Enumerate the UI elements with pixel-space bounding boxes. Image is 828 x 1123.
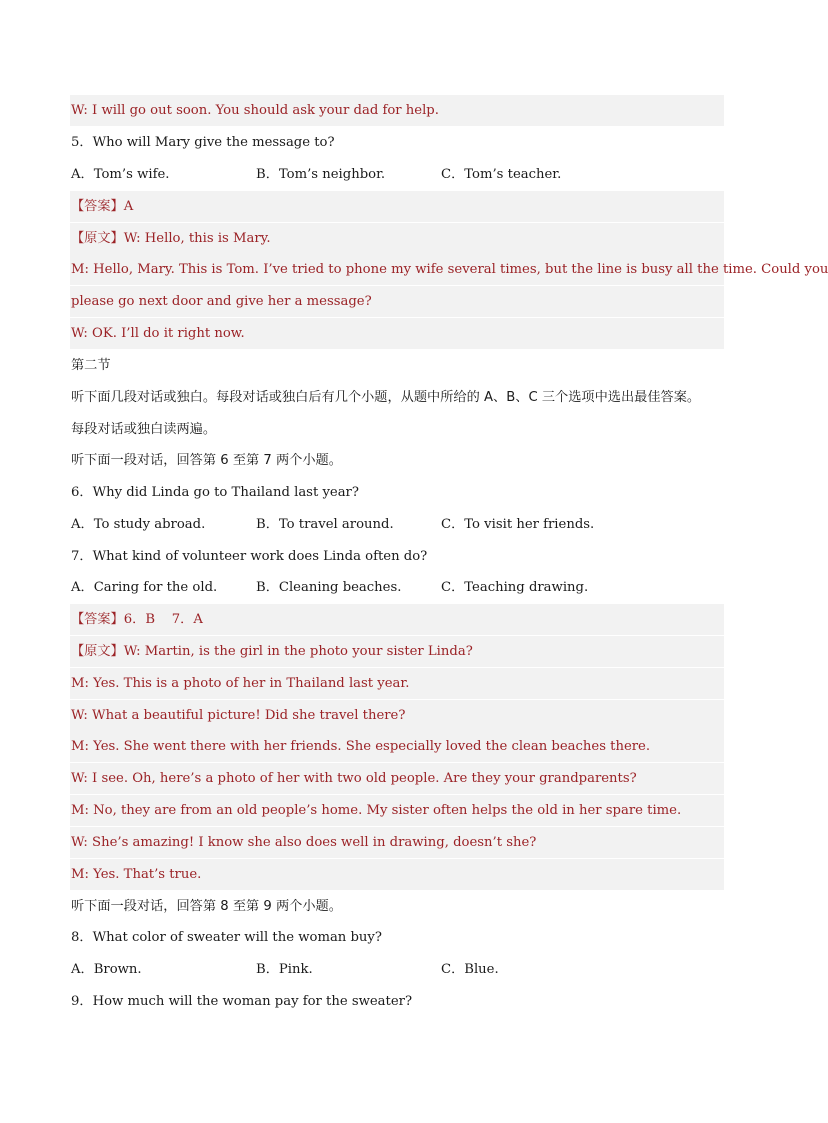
question-5: 5．Who will Mary give the message to? bbox=[71, 135, 335, 150]
dialogue-line: W: What a beautiful picture! Did she travel there? bbox=[70, 700, 724, 731]
section-heading: 第二节 bbox=[71, 358, 111, 373]
option-a: A．To study abroad. bbox=[71, 517, 206, 532]
dialogue-line: please go next door and give her a message? bbox=[70, 286, 724, 317]
option-b: B．Cleaning beaches. bbox=[256, 580, 402, 595]
answer-tag: 【答案】 bbox=[71, 612, 124, 627]
instruction: 每段对话或独白读两遍。 bbox=[71, 422, 217, 437]
options-7 bbox=[70, 572, 724, 603]
dialogue-line: M: Hello, Mary. This is Tom. I’ve tried to phone my wife several times, but the line is busy all the time. Could you bbox=[70, 254, 724, 285]
dialogue-line: W: I see. Oh, here’s a photo of her with two old people. Are they your grandparents? bbox=[70, 763, 724, 794]
option-a: A．Brown. bbox=[71, 962, 142, 977]
question-7: 7．What kind of volunteer work does Linda often do? bbox=[71, 549, 428, 564]
transcript-tag: 【原文】 bbox=[71, 644, 124, 659]
option-b: B．To travel around. bbox=[256, 517, 394, 532]
answer-value: A bbox=[123, 199, 134, 214]
question-6: 6．Why did Linda go to Thailand last year? bbox=[71, 485, 359, 500]
dialogue-line: W: I will go out soon. You should ask your dad for help. bbox=[70, 95, 724, 126]
question-9: 9．How much will the woman pay for the sweater? bbox=[71, 994, 413, 1009]
option-c: C．Blue. bbox=[441, 962, 499, 977]
instruction: 听下面一段对话，回答第 6 至第 7 两个小题。 bbox=[71, 453, 342, 468]
dialogue-line: W: OK. I’ll do it right now. bbox=[70, 318, 724, 349]
transcript-text: W: Martin, is the girl in the photo your sister Linda? bbox=[123, 644, 473, 659]
dialogue-line: M: Yes. She went there with her friends. She especially loved the clean beaches there. bbox=[70, 731, 724, 762]
options-8 bbox=[70, 954, 724, 985]
option-c: C．To visit her friends. bbox=[441, 517, 595, 532]
answer-tag: 【答案】 bbox=[71, 199, 124, 214]
answer-value: 6．B 7．A bbox=[123, 612, 203, 627]
transcript-line bbox=[70, 223, 724, 254]
instruction: 听下面一段对话，回答第 8 至第 9 两个小题。 bbox=[71, 899, 342, 914]
option-b: B．Pink. bbox=[256, 962, 313, 977]
transcript-line bbox=[70, 636, 724, 667]
option-a: A．Caring for the old. bbox=[71, 580, 218, 595]
dialogue-line: M: Yes. This is a photo of her in Thailand last year. bbox=[70, 668, 724, 699]
option-b: B．Tom’s neighbor. bbox=[256, 167, 386, 182]
option-a: A．Tom’s wife. bbox=[71, 167, 170, 182]
options-6 bbox=[70, 509, 724, 540]
transcript-text: W: Hello, this is Mary. bbox=[123, 231, 271, 246]
dialogue-line: W: She’s amazing! I know she also does well in drawing, doesn’t she? bbox=[70, 827, 724, 858]
question-8: 8．What color of sweater will the woman buy? bbox=[71, 930, 382, 945]
transcript-tag: 【原文】 bbox=[71, 231, 124, 246]
answer-line bbox=[70, 191, 724, 222]
option-c: C．Teaching drawing. bbox=[441, 580, 589, 595]
instruction: 听下面几段对话或独白。每段对话或独白后有几个小题，从题中所给的 A、B、C 三个选项中选出最佳答案。 bbox=[71, 390, 701, 405]
answer-line bbox=[70, 604, 724, 635]
dialogue-line: M: No, they are from an old people’s home. My sister often helps the old in her spare time. bbox=[70, 795, 724, 826]
options-5 bbox=[70, 159, 724, 190]
dialogue-line: M: Yes. That’s true. bbox=[70, 859, 724, 890]
option-c: C．Tom’s teacher. bbox=[441, 167, 562, 182]
